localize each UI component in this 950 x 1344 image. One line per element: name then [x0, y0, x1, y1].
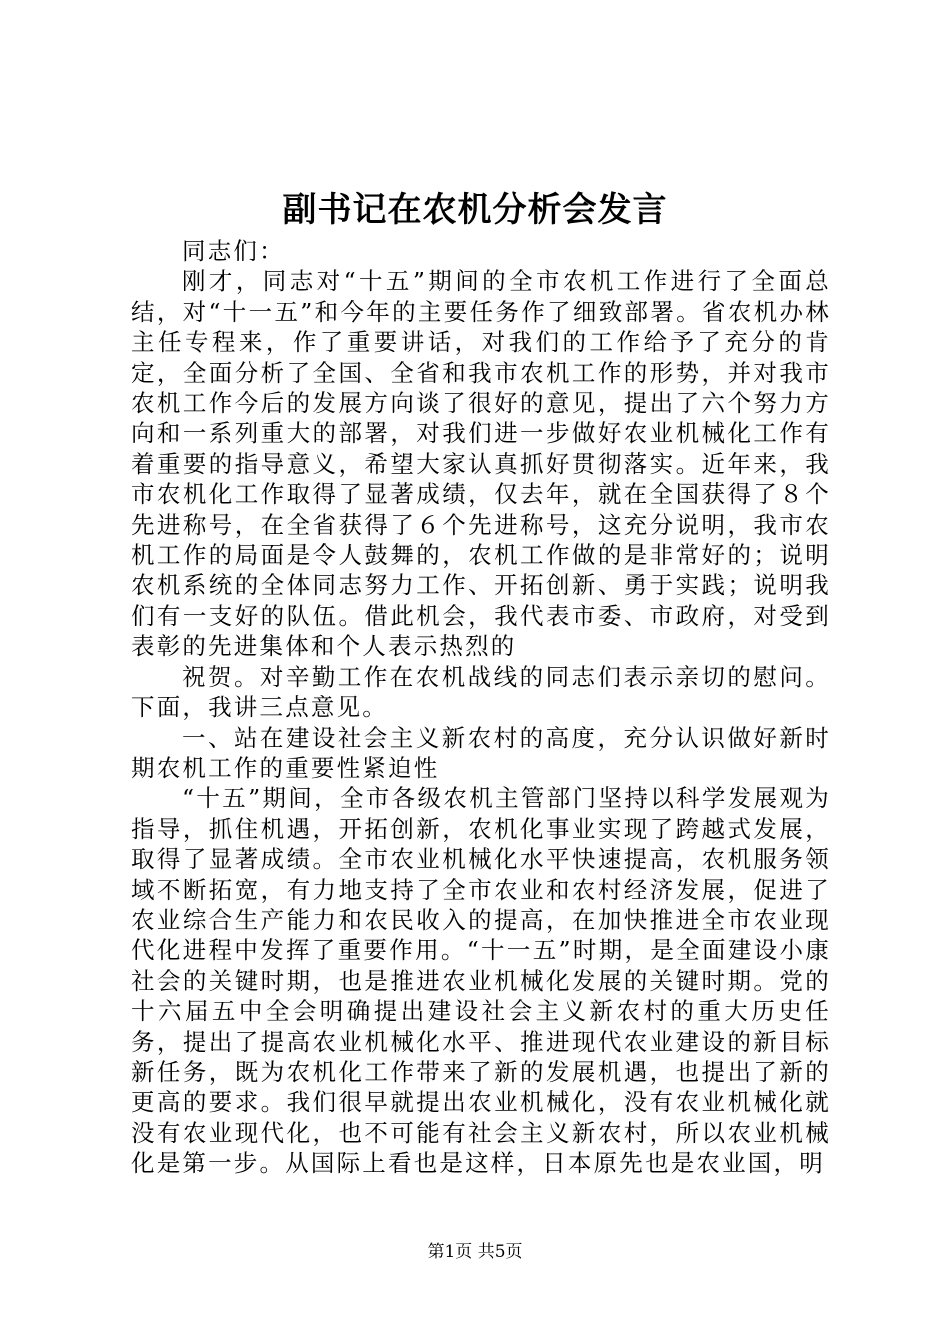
salutation-paragraph: 同志们： [182, 237, 285, 265]
section-heading: 一、站在建设社会主义新农村的高度，充分认识做好新时期农机工作的重要性紧迫性 [131, 723, 831, 782]
body-paragraph: “十五”期间，全市各级农机主管部门坚持以科学发展观为指导，抓住机遇，开拓创新，农机化事业实现了跨越式发展，取得了显著成绩。全市农业机械化水平快速提高，农机服务领域不断拓宽，有力地支持了全市农业和农村经济发展，促进了农业综合生产能力和农民收入的提高，在加快推进全市农业现代化进程中发挥了重要作用。“十一五”时期，是全面建设小康社会的关键时期，也是推进农业机械化发展的关键时期。党的十六届五中全会明确提出建设社会主义新农村的重大历史任务，提出了提高农业机械化水平、推进现代农业建设的新目标新任务，既为农机化工作带来了新的发展机遇，也提出了新的更高的要求。我们很早就提出农业机械化，没有农业机械化就没有农业现代化，也不可能有社会主义新农村，所以农业机械化是第一步。从国际上看也是这样，日本原先也是农业国，明 [131, 784, 831, 1178]
document-title: 副书记在农机分析会发言 [282, 190, 668, 230]
body-paragraph: 刚才，同志对“十五”期间的全市农机工作进行了全面总结，对“十一五”和今年的主要任务作了细致部署。省农机办林主任专程来，作了重要讲话，对我们的工作给予了充分的肯定，全面分析了全国、全省和我市农机工作的形势，并对我市农机工作今后的发展方向谈了很好的意见，提出了六个努力方向和一系列重大的部署，对我们进一步做好农业机械化工作有着重要的指导意义，希望大家认真抓好贯彻落实。近年来，我市农机化工作取得了显著成绩，仅去年，就在全国获得了８个先进称号，在全省获得了６个先进称号，这充分说明，我市农机工作的局面是令人鼓舞的，农机工作做的是非常好的；说明农机系统的全体同志努力工作、开拓创新、勇于实践；说明我们有一支好的队伍。借此机会，我代表市委、市政府，对受到表彰的先进集体和个人表示热烈的 [131, 267, 831, 661]
document-body [131, 236, 831, 1179]
page-footer: 第1页 共5页 [427, 1242, 523, 1262]
body-paragraph: 祝贺。对辛勤工作在农机战线的同志们表示亲切的慰问。下面，我讲三点意见。 [131, 662, 831, 722]
